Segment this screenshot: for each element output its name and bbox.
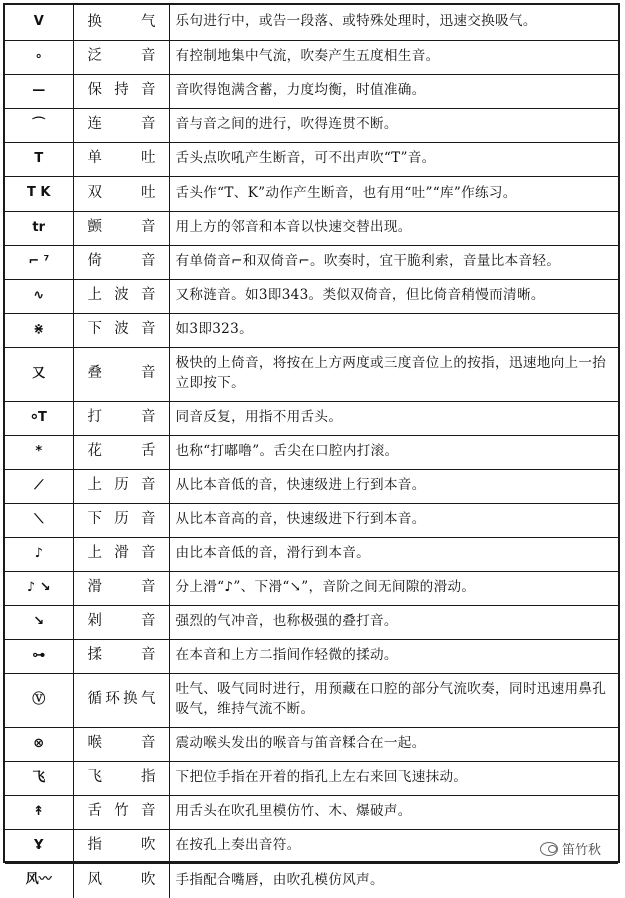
slur-arc-icon: ⌒ xyxy=(5,108,73,142)
technique-description: 手指配合嘴唇，由吹孔模仿风声。 xyxy=(169,863,618,898)
technique-name: 泛音 xyxy=(73,40,169,74)
technique-description: 在按孔上奏出音符。 xyxy=(169,829,618,863)
single-tongue-icon: T xyxy=(5,142,73,176)
table-row xyxy=(5,313,618,347)
technique-name: 剁音 xyxy=(73,605,169,639)
upward-slide-icon: ♪ xyxy=(5,537,73,571)
technique-description: 又称涟音。如3即343。类似双倚音，但比倚音稍慢而清晰。 xyxy=(169,279,618,313)
accent-strike-icon: ↘ xyxy=(5,605,73,639)
lower-mordent-icon: ⋇ xyxy=(5,313,73,347)
technique-name: 风吹 xyxy=(73,863,169,898)
finger-vibrato-icon: ⊶ xyxy=(5,639,73,673)
rising-glide-icon: ⟋ xyxy=(5,469,73,503)
technique-description: 强烈的气冲音，也称极强的叠打音。 xyxy=(169,605,618,639)
technique-name: 花舌 xyxy=(73,435,169,469)
technique-name: 下历音 xyxy=(73,503,169,537)
breath-mark-icon: V xyxy=(5,5,73,40)
throat-tone-icon: ⊗ xyxy=(5,727,73,761)
technique-name: 保持音 xyxy=(73,74,169,108)
technique-name: 飞指 xyxy=(73,761,169,795)
table-row xyxy=(5,863,618,898)
table-row xyxy=(5,435,618,469)
watermark xyxy=(540,839,601,858)
technique-description: 分上滑“♪”、下滑“↘”，音阶之间无间隙的滑动。 xyxy=(169,571,618,605)
technique-description: 音与音之间的进行，吹得连贯不断。 xyxy=(169,108,618,142)
technique-name: 单吐 xyxy=(73,142,169,176)
tongue-bamboo-icon: ↟ xyxy=(5,795,73,829)
wind-sound-icon: 风〰 xyxy=(5,863,73,898)
table-row xyxy=(5,673,618,727)
table-row xyxy=(5,537,618,571)
technique-description: 吐气、吸气同时进行，用预藏在口腔的部分气流吹奏，同时迅速用鼻孔吸气，维持气流不断。 xyxy=(169,673,618,727)
slide-icon: ♪ ↘ xyxy=(5,571,73,605)
technique-description: 有单倚音⌐和双倚音⌐。吹奏时，宜干脆利索，音量比本音轻。 xyxy=(169,245,618,279)
technique-description: 用舌头在吹孔里模仿竹、木、爆破声。 xyxy=(169,795,618,829)
technique-name: 打音 xyxy=(73,401,169,435)
table-row xyxy=(5,142,618,176)
technique-description: 舌头点吹吼产生断音，可不出声吹“T”音。 xyxy=(169,142,618,176)
table-row xyxy=(5,761,618,795)
technique-description: 乐句进行中，或告一段落、或特殊处理时，迅速交换吸气。 xyxy=(169,5,618,40)
technique-description: 下把位手指在开着的指孔上左右来回飞速抹动。 xyxy=(169,761,618,795)
watermark-text: 笛竹秋 xyxy=(562,839,601,858)
strike-tone-icon: ⸰T xyxy=(5,401,73,435)
flying-finger-icon: 飞 xyxy=(5,761,73,795)
table-row xyxy=(5,571,618,605)
technique-description: 震动喉头发出的喉音与笛音糅合在一起。 xyxy=(169,727,618,761)
technique-description: 同音反复，用指不用舌头。 xyxy=(169,401,618,435)
grace-note-icon: ⌐ ⁷ xyxy=(5,245,73,279)
technique-name: 喉音 xyxy=(73,727,169,761)
technique-symbol-table xyxy=(5,5,618,898)
technique-description: 也称“打嘟噜”。舌尖在口腔内打滚。 xyxy=(169,435,618,469)
technique-name: 舌竹音 xyxy=(73,795,169,829)
harmonic-circle-icon: ∘ xyxy=(5,40,73,74)
table-row xyxy=(5,795,618,829)
falling-glide-icon: ⟍ xyxy=(5,503,73,537)
technique-description: 极快的上倚音，将按在上方两度或三度音位上的按指，迅速地向上一抬立即按下。 xyxy=(169,347,618,401)
table-row xyxy=(5,108,618,142)
technique-name: 上滑音 xyxy=(73,537,169,571)
technique-name: 指吹 xyxy=(73,829,169,863)
upper-mordent-icon: ∿ xyxy=(5,279,73,313)
technique-name: 上波音 xyxy=(73,279,169,313)
tenuto-line-icon: — xyxy=(5,74,73,108)
overlap-tone-icon: 又 xyxy=(5,347,73,401)
technique-symbol-table-frame xyxy=(3,3,620,863)
technique-description: 从比本音低的音，快速级进上行到本音。 xyxy=(169,469,618,503)
table-row xyxy=(5,279,618,313)
table-row xyxy=(5,401,618,435)
technique-name: 滑音 xyxy=(73,571,169,605)
technique-name: 下波音 xyxy=(73,313,169,347)
technique-description: 音吹得饱满含蓄，力度均衡，时值准确。 xyxy=(169,74,618,108)
technique-description: 如3即323。 xyxy=(169,313,618,347)
technique-name: 叠音 xyxy=(73,347,169,401)
technique-name: 揉音 xyxy=(73,639,169,673)
trill-icon: tr xyxy=(5,211,73,245)
technique-name: 连音 xyxy=(73,108,169,142)
technique-name: 颤音 xyxy=(73,211,169,245)
finger-blow-icon: Ұ xyxy=(5,829,73,863)
table-row xyxy=(5,211,618,245)
table-row xyxy=(5,639,618,673)
table-row xyxy=(5,347,618,401)
table-row xyxy=(5,74,618,108)
flutter-tongue-icon: * xyxy=(5,435,73,469)
technique-description: 从比本音高的音，快速级进下行到本音。 xyxy=(169,503,618,537)
technique-name: 换气 xyxy=(73,5,169,40)
table-row xyxy=(5,176,618,211)
table-row xyxy=(5,469,618,503)
table-row xyxy=(5,40,618,74)
table-row xyxy=(5,245,618,279)
technique-description: 用上方的邻音和本音以快速交替出现。 xyxy=(169,211,618,245)
circular-breathing-icon: Ⓥ xyxy=(5,673,73,727)
technique-description: 有控制地集中气流，吹奏产生五度相生音。 xyxy=(169,40,618,74)
technique-name: 上历音 xyxy=(73,469,169,503)
technique-description: 舌头作“T、K”动作产生断音，也有用“吐”“库”作练习。 xyxy=(169,176,618,211)
technique-description: 在本音和上方二指间作轻微的揉动。 xyxy=(169,639,618,673)
table-row xyxy=(5,503,618,537)
double-tongue-icon: T K xyxy=(5,176,73,211)
technique-name: 倚音 xyxy=(73,245,169,279)
technique-description: 由比本音低的音，滑行到本音。 xyxy=(169,537,618,571)
wechat-icon xyxy=(540,842,558,856)
table-row xyxy=(5,829,618,863)
technique-name: 循环换气 xyxy=(73,673,169,727)
technique-name: 双吐 xyxy=(73,176,169,211)
table-row xyxy=(5,605,618,639)
table-row xyxy=(5,727,618,761)
table-row xyxy=(5,5,618,40)
